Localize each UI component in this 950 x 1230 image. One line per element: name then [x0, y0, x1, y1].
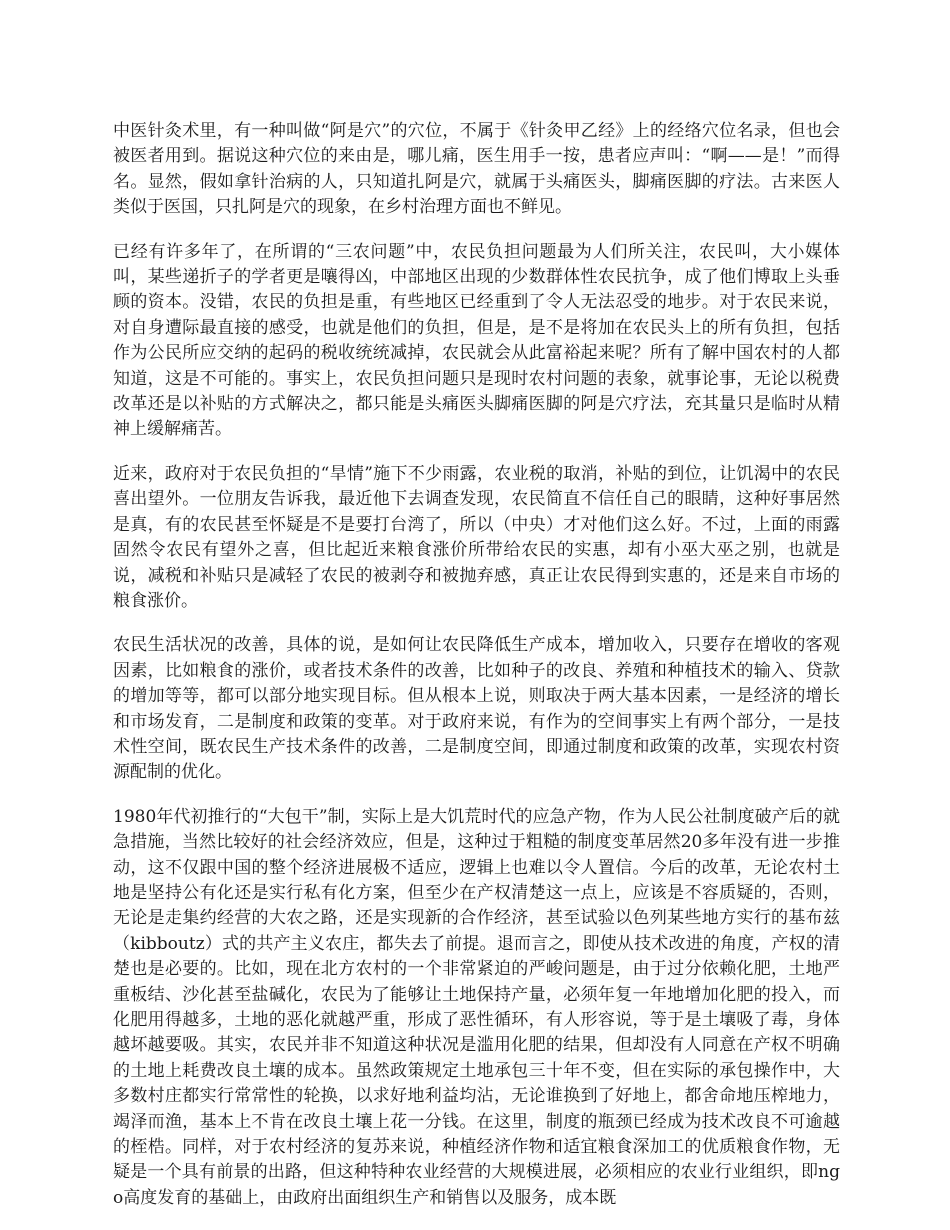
paragraph-4: 农民生活状况的改善，具体的说，是如何让农民降低生产成本，增加收入，只要存在增收的客观因素，比如粮食的涨价，或者技术条件的改善，比如种子的改良、养殖和种植技术的输入、贷款的增加等等，都可以部分地实现目标。但从根本上说，则取决于两大基本因素，一是经济的增长和市场发育，二是制度和政策的变革。对于政府来说，有作为的空间事实上有两个部分，一是技术性空间，既农民生产技术条件的改善，二是制度空间，即通过制度和政策的改革，实现农村资源配制的优化。	[113, 635, 840, 783]
paragraph-3: 近来，政府对于农民负担的“旱情”施下不少雨露，农业税的取消，补贴的到位，让饥渴中的农民喜出望外。一位朋友告诉我，最近他下去调查发现，农民简直不信任自己的眼睛，这种好事居然是真，有的农民甚至怀疑是不是要打台湾了，所以（中央）才对他们这么好。不过，上面的雨露固然令农民有望外之喜，但比起近来粮食涨价所带给农民的实惠，却有小巫大巫之别，也就是说，减税和补贴只是减轻了农民的被剥夺和被抛弃感，真正让农民得到实惠的，还是来自市场的粮食涨价。	[113, 463, 840, 611]
paragraph-5: 1980年代初推行的“大包干”制，实际上是大饥荒时代的应急产物，作为人民公社制度破产后的就急措施，当然比较好的社会经济效应，但是，这种过于粗糙的制度变革居然20多年没有进一步推动，这不仅跟中国的整个经济进展极不适应，逻辑上也难以令人置信。今后的改革，无论农村土地是坚持公有化还是实行私有化方案，但至少在产权清楚这一点上，应该是不容质疑的，否则，无论是走集约经营的大农之路，还是实现新的合作经济，甚至试验以色列某些地方实行的基布兹（kibboutz）式的共产主义农庄，都失去了前提。退而言之，即使从技术改进的角度，产权的清楚也是必要的。比如，现在北方农村的一个非常紧迫的严峻问题是，由于过分依赖化肥，土地严重板结、沙化甚至盐碱化，农民为了能够让土地保持产量，必须年复一年地增加化肥的投入，而化肥用得越多，土地的恶化就越严重，形成了恶性循环，有人形容说，等于是土壤吸了毒，身体越坏越要吸。其实，农民并非不知道这种状况是滥用化肥的结果，但却没有人同意在产权不明确的土地上耗费改良土壤的成本。虽然政策规定土地承包三十年不变，但在实际的承包操作中，大多数村庄都实行常常性的轮换，以求好地利益均沾，无论谁换到了好地上，都舍命地压榨地力，竭泽而渔，基本上不肯在改良土壤上花一分钱。在这里，制度的瓶颈已经成为技术改良不可逾越的桎梏。同样，对于农村经济的复苏来说，种植经济作物和适宜粮食深加工的优质粮食作物，无疑是一个具有前景的出路，但这种特种农业经营的大规模进展，必须相应的农业行业组织，即ngo高度发育的基础上，由政府出面组织生产和销售以及服务，成本既	[113, 806, 840, 1208]
paragraph-2: 已经有许多年了，在所谓的“三农问题”中，农民负担问题最为人们所关注，农民叫，大小媒体叫，某些递折子的学者更是嚷得凶，中部地区出现的少数群体性农民抗争，成了他们博取上头垂顾的资本。没错，农民的负担是重，有些地区已经重到了令人无法忍受的地步。对于农民来说，对自身遭际最直接的感受，也就是他们的负担，但是，是不是将加在农民头上的所有负担，包括作为公民所应交纳的起码的税收统统减掉，农民就会从此富裕起来呢？所有了解中国农村的人都知道，这是不可能的。事实上，农民负担问题只是现时农村问题的表象，就事论事，无论以税费改革还是以补贴的方式解决之，都只能是头痛医头脚痛医脚的阿是穴疗法，充其量只是临时从精神上缓解痛苦。	[113, 241, 840, 440]
article-body	[113, 119, 840, 1230]
paragraph-1: 中医针灸术里，有一种叫做“阿是穴”的穴位，不属于《针灸甲乙经》上的经络穴位名录，但也会被医者用到。据说这种穴位的来由是，哪儿痛，医生用手一按，患者应声叫：“啊——是！”而得名。显然，假如拿针治病的人，只知道扎阿是穴，就属于头痛医头，脚痛医脚的疗法。古来医人类似于医国，只扎阿是穴的现象，在乡村治理方面也不鲜见。	[113, 121, 840, 218]
